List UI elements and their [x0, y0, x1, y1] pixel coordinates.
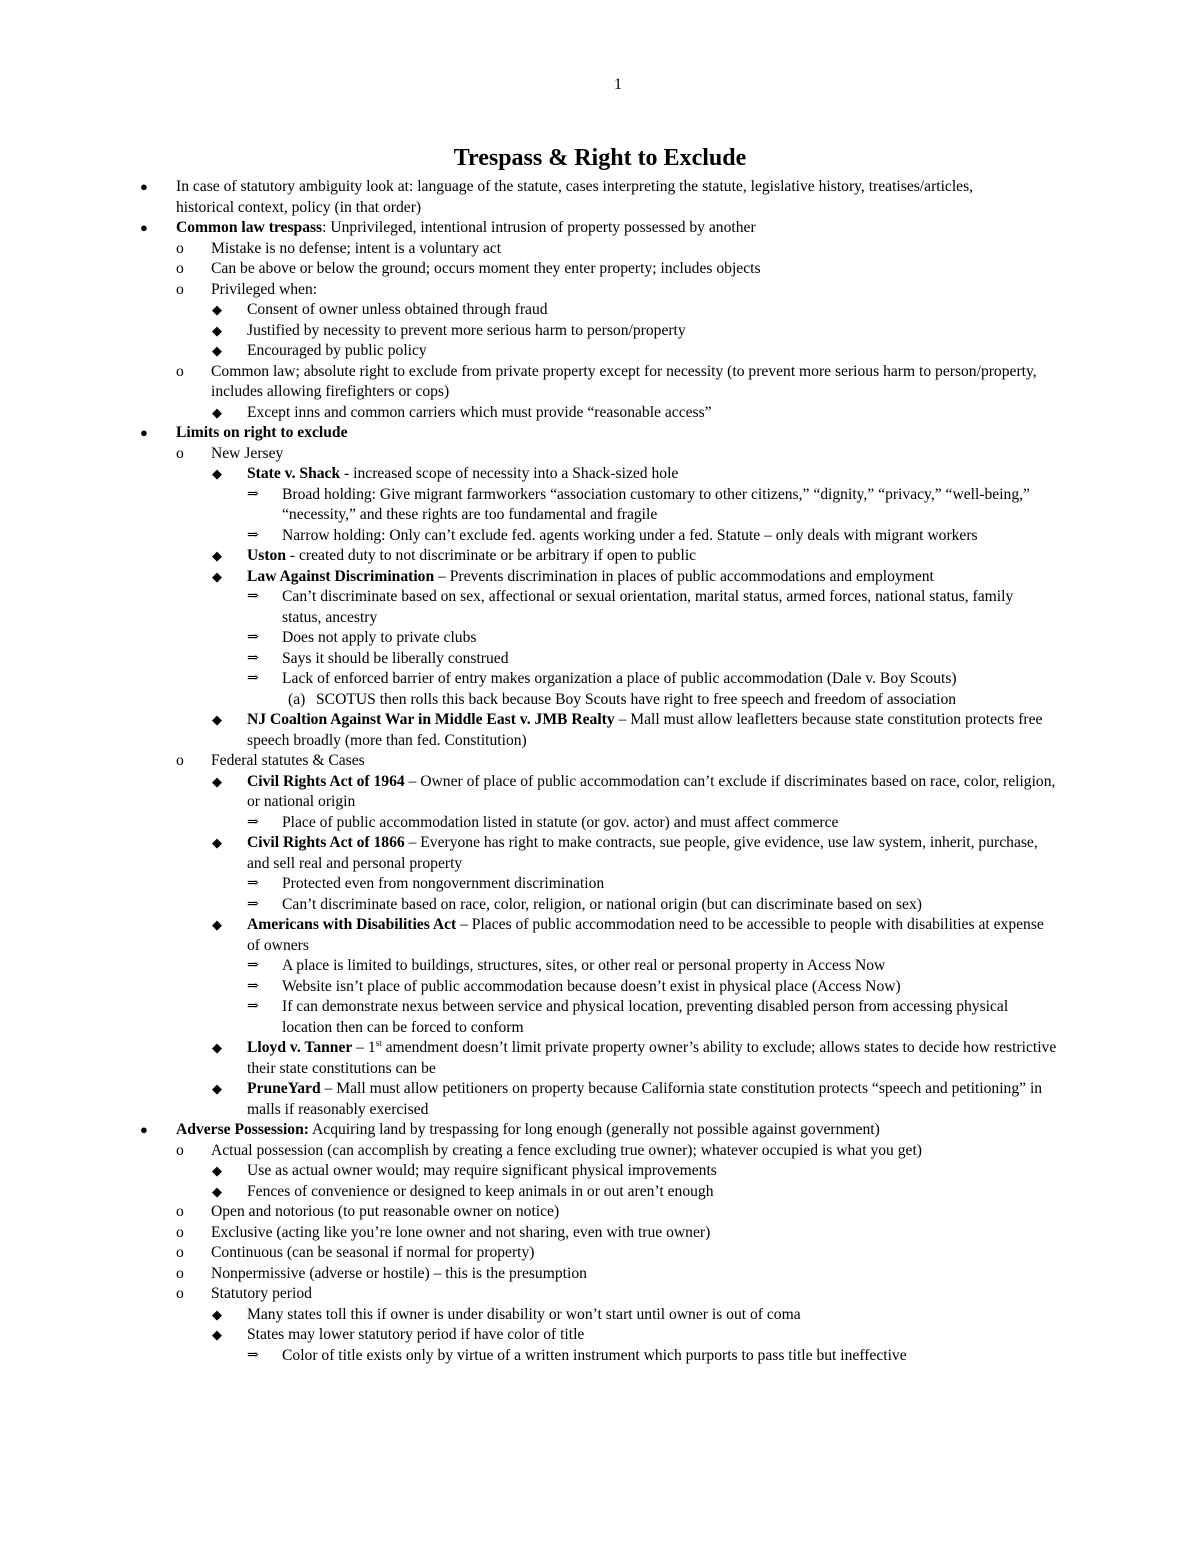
item-text: - increased scope of necessity into a Shack-sized hole: [340, 465, 679, 482]
outline-item: [0, 1120, 976, 1141]
outline-item: [0, 300, 1057, 321]
bold-term: Uston: [247, 547, 286, 564]
outline-item: [0, 1161, 1057, 1182]
item-text: Exclusive (acting like you’re lone owner and not sharing, even with true owner): [211, 1223, 711, 1241]
bullet-marker: ⇒: [247, 896, 259, 912]
bullet-marker: ⇒: [247, 527, 259, 543]
bullet-marker: ⇒: [247, 978, 259, 994]
bullet-marker: ◆: [212, 773, 222, 789]
item-text: Continuous (can be seasonal if normal for property): [211, 1244, 535, 1261]
item-text: Many states toll this if owner is under disability or won’t start until owner is out of coma: [247, 1305, 801, 1323]
item-text: – Mall must allow petitioners on property because California state constitution protects “speech and petitioning” in malls if reasonably exercised: [247, 1080, 1043, 1118]
outline-item: [0, 1346, 1052, 1367]
outline-item: [0, 1079, 1057, 1120]
item-text: Narrow holding: Only can’t exclude fed. agents working under a fed. Statute – only deals with migrant workers: [282, 526, 978, 544]
bullet-marker: ●: [140, 1122, 148, 1137]
item-text: - created duty to not discriminate or be arbitrary if open to public: [286, 547, 697, 564]
item-text: : Unprivileged, intentional intrusion of property possessed by another: [322, 219, 756, 236]
item-text: Can’t discriminate based on sex, affectional or sexual orientation, marital status, armed forces, national status, family status, ancestry: [282, 588, 1014, 626]
bullet-marker: ⇒: [247, 958, 259, 973]
bullet-marker: ◆: [212, 466, 222, 481]
bold-term: NJ Coaltion Against War in Middle East v. JMB Realty: [247, 711, 615, 728]
bullet-marker: ⇒: [247, 876, 259, 891]
outline-item: [0, 772, 1057, 813]
outline-item: [0, 218, 976, 239]
bullet-marker: ◆: [212, 322, 222, 338]
outline-item: [0, 526, 1052, 547]
outline-item: [0, 1223, 1041, 1244]
bold-term: PruneYard: [247, 1080, 321, 1097]
bullet-marker: ◆: [212, 1306, 222, 1322]
item-text: amendment doesn’t limit private property owner’s ability to exclude; allows states to decide how restrictive their state constitutions can be: [247, 1039, 1057, 1077]
bullet-marker: ◆: [212, 917, 222, 932]
page-title: Trespass & Right to Exclude: [453, 145, 747, 171]
outline-item: [0, 649, 1052, 670]
outline-item: [0, 895, 1052, 916]
outline-item: [0, 1243, 1041, 1264]
item-text: Encouraged by public policy: [247, 342, 427, 359]
item-text: Open and notorious (to put reasonable owner on notice): [211, 1203, 560, 1220]
item-text: Website isn’t place of public accommodation because doesn’t exist in physical place (Access Now): [282, 977, 901, 995]
bullet-marker: ◆: [212, 712, 222, 727]
bullet-marker: ⇒: [247, 999, 259, 1014]
outline-item: [0, 1325, 1057, 1346]
bullet-marker: (a): [288, 690, 306, 708]
bullet-marker: ◆: [212, 302, 222, 317]
bullet-marker: ◆: [212, 1163, 222, 1178]
bullet-marker: o: [176, 260, 184, 277]
bullet-marker: o: [176, 1264, 184, 1282]
bullet-marker: ⇒: [247, 630, 259, 645]
outline-item: [0, 362, 1041, 403]
item-text: Privileged when:: [211, 280, 318, 298]
bullet-marker: ●: [140, 179, 148, 194]
outline-item: [0, 956, 1052, 977]
outline-item: [0, 751, 1041, 772]
item-text: States may lower statutory period if have color of title: [247, 1326, 585, 1343]
bullet-marker: ◆: [212, 548, 222, 563]
outline-item: [0, 423, 976, 444]
bold-term: Law Against Discrimination: [247, 567, 435, 585]
outline-item: [0, 1038, 1057, 1079]
bullet-marker: ◆: [212, 835, 222, 850]
bullet-marker: o: [176, 239, 184, 257]
bullet-marker: o: [176, 280, 184, 298]
item-text: Consent of owner unless obtained through fraud: [247, 301, 548, 318]
item-text: Except inns and common carriers which must provide “reasonable access”: [247, 403, 712, 421]
item-text: – 1: [352, 1039, 376, 1056]
bold-term: Civil Rights Act of 1866: [247, 834, 405, 851]
bold-term: Adverse Possession:: [176, 1121, 309, 1138]
item-text: Mistake is no defense; intent is a voluntary act: [211, 239, 502, 257]
bullet-marker: o: [176, 1203, 184, 1220]
bullet-marker: o: [176, 1285, 184, 1302]
outline-item: [0, 628, 1052, 649]
outline-item: [0, 1202, 1041, 1223]
item-text: Fences of convenience or designed to keep animals in or out aren’t enough: [247, 1182, 714, 1200]
page-number: 1: [614, 76, 622, 93]
item-text: Statutory period: [211, 1285, 312, 1302]
bullet-marker: o: [176, 444, 184, 462]
bullet-marker: ●: [140, 220, 148, 235]
bold-term: Civil Rights Act of 1964: [247, 772, 405, 790]
outline-item: [0, 813, 1052, 834]
item-text: Does not apply to private clubs: [282, 629, 477, 646]
item-text: SCOTUS then rolls this back because Boy Scouts have right to free speech and freedom of association: [316, 690, 957, 708]
bold-term: Americans with Disabilities Act: [247, 916, 457, 933]
outline-item: [0, 259, 1041, 280]
item-text: Nonpermissive (adverse or hostile) – this is the presumption: [211, 1264, 587, 1282]
item-text: Protected even from nongovernment discrimination: [282, 875, 605, 892]
item-text: Common law; absolute right to exclude from private property except for necessity (to prevent more serious harm to person/property, includes allowing firefighters or cops): [211, 362, 1037, 400]
item-text: Actual possession (can accomplish by creating a fence excluding true owner); whatever occupied is what you get): [211, 1141, 922, 1159]
outline-item: [0, 587, 1052, 628]
bullet-marker: ◆: [212, 1081, 222, 1096]
outline-item: [0, 546, 1057, 567]
bullet-marker: ◆: [212, 343, 222, 358]
outline-item: [0, 1264, 1041, 1285]
outline-item: [0, 464, 1057, 485]
superscript: st: [375, 1037, 382, 1048]
bullet-marker: ◆: [212, 1040, 222, 1055]
bold-term: Lloyd v. Tanner: [247, 1039, 353, 1056]
outline-list: [0, 177, 1200, 1366]
bullet-marker: o: [176, 1244, 184, 1261]
item-text: If can demonstrate nexus between service and physical location, preventing disabled person from accessing physical location then can be forced to conform: [282, 998, 1009, 1036]
outline-item: [0, 341, 1057, 362]
item-text: In case of statutory ambiguity look at: language of the statute, cases interpreting the statute, legislative history, treatises/articles, historical context, policy (in that order): [176, 178, 974, 216]
bullet-marker: ◆: [212, 1327, 222, 1342]
outline-item: [0, 1182, 1057, 1203]
outline-item: [0, 977, 1052, 998]
item-text: Acquiring land by trespassing for long enough (generally not possible against government): [308, 1121, 880, 1138]
bullet-marker: o: [176, 362, 184, 380]
item-text: – Prevents discrimination in places of public accommodations and employment: [434, 567, 934, 585]
bullet-marker: o: [176, 1141, 184, 1159]
item-text: Justified by necessity to prevent more serious harm to person/property: [247, 321, 686, 339]
item-text: – Places of public accommodation need to be accessible to people with disabilities at expense of owners: [247, 916, 1044, 954]
bullet-marker: ⇒: [247, 671, 259, 686]
bullet-marker: ⇒: [247, 589, 259, 604]
item-text: A place is limited to buildings, structures, sites, or other real or personal property in Access Now: [282, 957, 886, 974]
outline-item: [0, 485, 1052, 526]
bullet-marker: ◆: [212, 568, 222, 584]
outline-item: [0, 1305, 1057, 1326]
item-text: Use as actual owner would; may require significant physical improvements: [247, 1162, 717, 1179]
bullet-marker: ⇒: [247, 1347, 259, 1363]
outline-item: [0, 997, 1052, 1038]
item-text: Says it should be liberally construed: [282, 649, 509, 667]
bullet-marker: o: [176, 1223, 184, 1241]
bullet-marker: ⇒: [247, 650, 259, 666]
outline-item: [0, 874, 1052, 895]
item-text: Color of title exists only by virtue of a written instrument which purports to pass title but ineffective: [282, 1346, 907, 1364]
outline-item: [0, 1141, 1041, 1162]
outline-item: [0, 403, 1057, 424]
outline-item: [0, 710, 1057, 751]
outline-item: [0, 444, 1041, 465]
outline-item: [0, 833, 1057, 874]
outline-item: [0, 915, 1057, 956]
outline-item: [0, 1284, 1041, 1305]
bold-term: Limits on right to exclude: [176, 424, 348, 441]
bold-term: State v. Shack: [247, 465, 341, 482]
item-text: Can’t discriminate based on race, color, religion, or national origin (but can discriminate based on sex): [282, 895, 922, 913]
bullet-marker: ◆: [212, 404, 222, 420]
item-text: New Jersey: [211, 444, 284, 462]
bullet-marker: ◆: [212, 1183, 222, 1199]
outline-item: [0, 321, 1057, 342]
bold-term: Common law trespass: [176, 219, 323, 236]
item-text: Broad holding: Give migrant farmworkers “association customary to other citizens,” “dignity,” “privacy,” “well-being,” “necessity,” and these rights are too fundamental and fragile: [282, 485, 1030, 523]
bullet-marker: o: [176, 752, 184, 769]
item-text: – Owner of place of public accommodation can’t exclude if discriminates based on race, color, religion, or national origin: [247, 772, 1056, 810]
bullet-marker: ●: [140, 425, 148, 440]
bullet-marker: ⇒: [247, 814, 259, 830]
item-text: Federal statutes & Cases: [211, 752, 365, 769]
item-text: – Mall must allow leafletters because state constitution protects free speech broadly (more than fed. Constitution): [247, 711, 1043, 749]
item-text: Place of public accommodation listed in statute (or gov. actor) and must affect commerce: [282, 813, 839, 831]
item-text: – Everyone has right to make contracts, sue people, give evidence, use law system, inherit, purchase, and sell real and personal property: [247, 834, 1038, 872]
bullet-marker: ⇒: [247, 486, 259, 502]
outline-item: [0, 177, 976, 218]
outline-item: [0, 669, 1052, 690]
item-text: Lack of enforced barrier of entry makes organization a place of public accommodation (Dale v. Boy Scouts): [282, 670, 957, 687]
outline-item: [0, 690, 1056, 711]
outline-item: [0, 567, 1057, 588]
outline-item: [0, 280, 1041, 301]
outline-item: [0, 239, 1041, 260]
item-text: Can be above or below the ground; occurs moment they enter property; includes objects: [211, 260, 761, 277]
